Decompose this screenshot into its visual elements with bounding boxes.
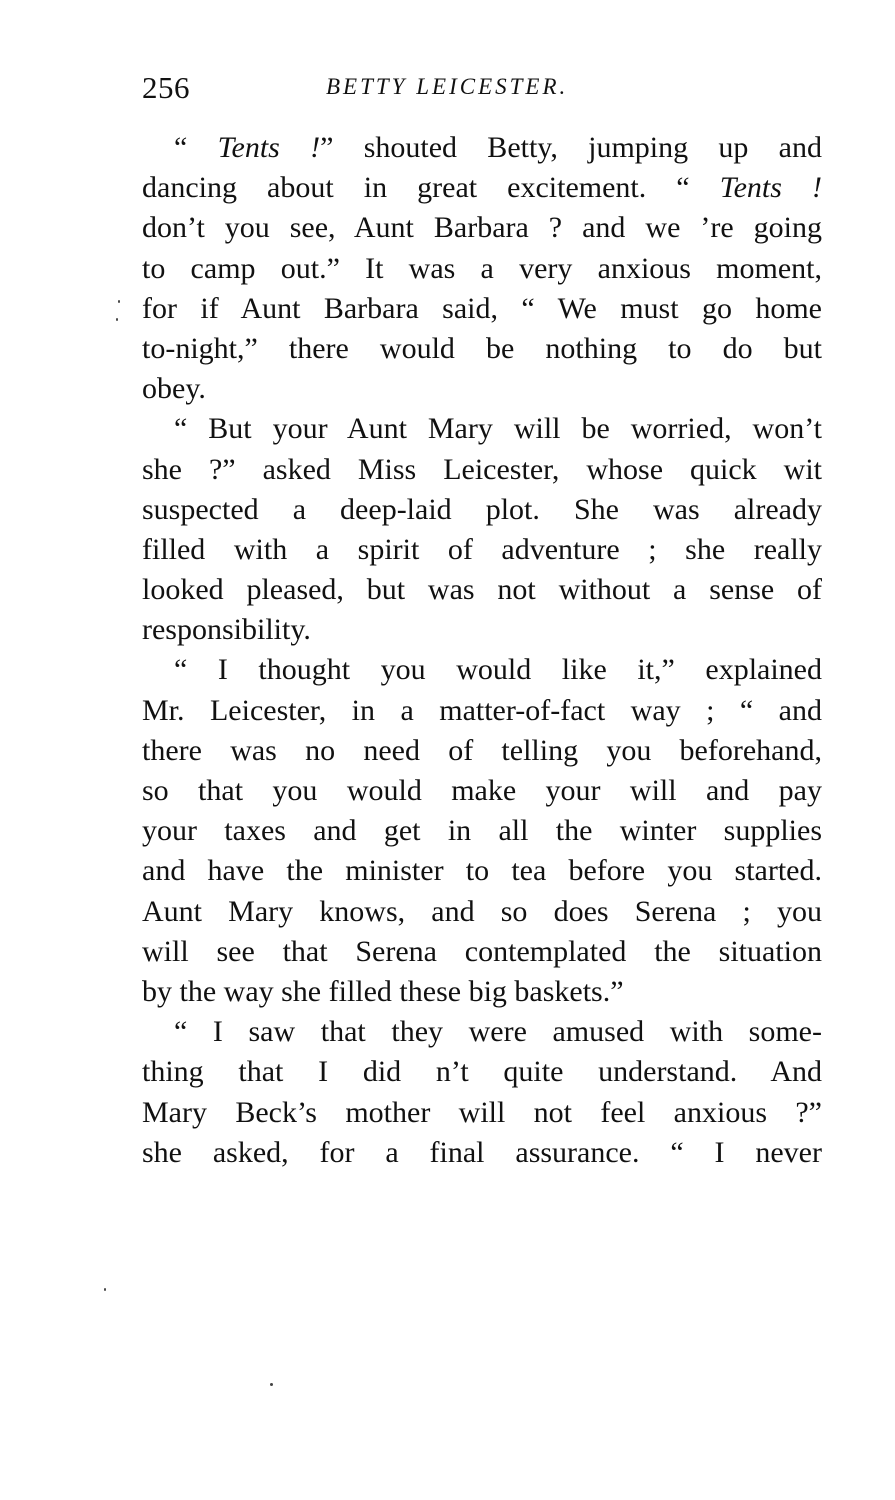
text-segment: she ?” asked Miss Leicester, whose quick wit	[142, 452, 822, 486]
text-segment: “ But your Aunt Mary will be worried, won’t	[174, 412, 822, 446]
text-segment: ” shouted Betty, jumping up and	[320, 131, 822, 164]
text-segment: and have the minister to tea before you started.	[142, 854, 822, 888]
text-segment: she asked, for a final assurance. “ I never	[142, 1135, 822, 1169]
text-line	[142, 168, 822, 208]
text-segment: “ I thought you would like it,” explained	[174, 653, 822, 687]
text-line	[142, 1093, 822, 1133]
text-segment: your taxes and get in all the winter supplies	[142, 814, 822, 848]
text-line	[142, 892, 822, 932]
text-segment: by the way she filled these big baskets.”	[142, 974, 624, 1008]
text-segment: for if Aunt Barbara said, “ We must go home	[142, 291, 822, 325]
text-line	[142, 409, 822, 449]
text-line	[142, 932, 822, 972]
text-segment: there was no need of telling you beforehand,	[142, 733, 822, 767]
text-line	[142, 570, 822, 610]
text-line	[142, 811, 822, 851]
running-title: BETTY LEICESTER.	[326, 74, 569, 99]
page-number: 256	[142, 70, 190, 105]
italic-text: Tents !	[719, 171, 822, 205]
text-segment: thing that I did n’t quite understand. And	[142, 1055, 822, 1089]
text-line	[142, 650, 822, 690]
text-line	[142, 329, 822, 369]
text-line	[142, 289, 822, 329]
text-segment: Aunt Mary knows, and so does Serena ; you	[142, 894, 822, 928]
text-line	[142, 208, 822, 248]
text-segment: obey.	[142, 372, 206, 406]
text-segment: “	[174, 131, 218, 164]
scan-speck	[270, 1383, 273, 1386]
text-line	[142, 128, 822, 168]
text-line	[142, 771, 822, 811]
text-line	[142, 530, 822, 570]
text-segment: to camp out.” It was a very anxious moment,	[142, 251, 822, 285]
text-line	[142, 369, 822, 409]
text-line	[142, 1052, 822, 1092]
text-segment: suspected a deep-laid plot. She was already	[142, 492, 822, 526]
scan-speck	[104, 1288, 106, 1291]
text-line	[142, 851, 822, 891]
text-line	[142, 490, 822, 530]
text-segment: so that you would make your will and pay	[142, 774, 822, 807]
italic-text: Tents !	[217, 131, 321, 164]
text-segment: looked pleased, but was not without a sense of	[142, 573, 822, 607]
text-segment: “ I saw that they were amused with some-	[174, 1015, 822, 1049]
text-segment: filled with a spirit of adventure ; she really	[142, 532, 822, 566]
text-line	[142, 1133, 822, 1173]
text-line	[142, 249, 822, 289]
text-segment: will see that Serena contemplated the situation	[142, 934, 822, 968]
body-text	[142, 128, 822, 1173]
text-line	[142, 610, 822, 650]
text-segment: Mr. Leicester, in a matter-of-fact way ; “ and	[142, 693, 822, 727]
text-segment: Mary Beck’s mother will not feel anxious ?”	[142, 1095, 822, 1129]
text-line	[142, 972, 822, 1012]
text-line	[142, 1012, 822, 1052]
text-line	[142, 691, 822, 731]
text-segment: dancing about in great excitement. “	[142, 171, 720, 205]
text-line	[142, 731, 822, 771]
text-segment: to-night,” there would be nothing to do but	[142, 331, 822, 365]
text-line	[142, 450, 822, 490]
text-segment: don’t you see, Aunt Barbara ? and we ’re going	[142, 211, 822, 245]
scan-speck	[116, 318, 118, 321]
page-header	[142, 70, 822, 110]
text-segment: responsibility.	[142, 613, 311, 647]
scan-speck	[118, 300, 120, 303]
